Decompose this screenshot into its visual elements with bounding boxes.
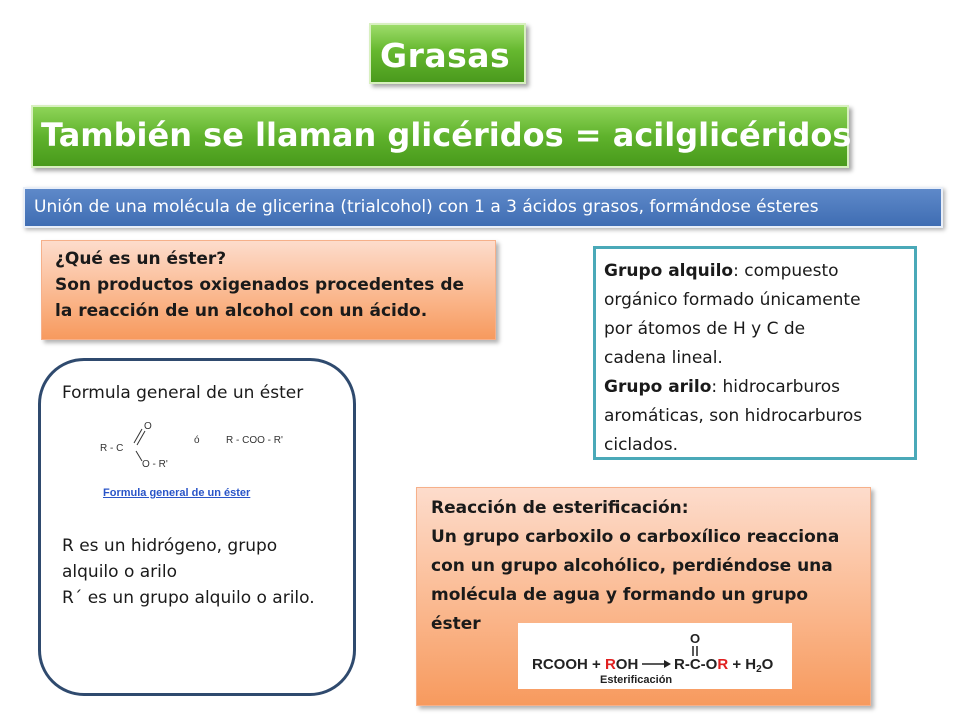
r-definition-line: alquilo o arilo (62, 562, 178, 582)
alkyl-text: por átomos de H y C de (604, 319, 806, 339)
equation-o-top: O (690, 631, 701, 646)
ester-label-condensed: R - COO - R' (226, 435, 283, 446)
alkyl-text: cadena lineal. (604, 348, 723, 368)
ester-label-or: O - R' (142, 459, 168, 470)
alkyl-text: orgánico formado únicamente (604, 290, 861, 310)
reaction-title: Reacción de esterificación: (431, 498, 689, 518)
equation-text: RCOOH + ROH (532, 656, 639, 673)
aryl-text: ciclados. (604, 435, 679, 455)
reaction-line: con un grupo alcohólico, perdiéndose una (431, 556, 833, 576)
ester-label-or-word: ó (194, 435, 200, 446)
ester-answer-line: la reacción de un alcohol con un ácido. (55, 301, 428, 321)
formula-caption-link[interactable]: Formula general de un éster (103, 487, 251, 499)
definition-text: Unión de una molécula de glicerina (trialcohol) con 1 a 3 ácidos grasos, formándose ésteres (34, 197, 819, 217)
ester-question: ¿Qué es un éster? (55, 249, 227, 269)
ester-question-box (41, 240, 496, 340)
groups-definition-box (593, 246, 917, 460)
page-title: Grasas (380, 36, 511, 75)
reaction-line: Un grupo carboxilo o carboxílico reacciona (431, 527, 840, 547)
aryl-text: aromáticas, son hidrocarburos (604, 406, 863, 426)
reaction-line: éster (431, 614, 481, 634)
r-definition-line: R´ es un grupo alquilo o arilo. (62, 588, 315, 608)
subtitle-banner (31, 105, 852, 168)
ester-label-o: O (144, 421, 152, 432)
ester-formula-image (96, 413, 336, 475)
equation-arrow-head (664, 660, 671, 668)
ester-double-bond (137, 431, 145, 445)
alkyl-text: : compuesto (733, 261, 839, 281)
r-definitions (62, 533, 315, 611)
alkyl-term: Grupo alquilo (604, 261, 734, 281)
esterification-equation-image (518, 623, 792, 689)
equation-products: $R-C-OR + H_2O$ (674, 656, 774, 675)
subtitle-text: También se llaman glicéridos = acilglicéridos (41, 116, 852, 154)
equation-caption: Esterificación (600, 674, 673, 686)
ester-label-rc: R - C (100, 443, 124, 454)
ester-double-bond (134, 429, 142, 443)
ester-answer-line: Son productos oxigenados procedentes de (55, 275, 465, 295)
formula-box (38, 358, 356, 696)
aryl-text: : hidrocarburos (711, 377, 841, 397)
title-banner (369, 23, 526, 84)
reaction-line: molécula de agua y formando un grupo (431, 585, 809, 605)
r-definition-line: R es un hidrógeno, grupo (62, 536, 278, 556)
formula-heading: Formula general de un éster (62, 383, 304, 403)
definition-bar (23, 187, 943, 228)
aryl-term: Grupo arilo (604, 377, 712, 397)
